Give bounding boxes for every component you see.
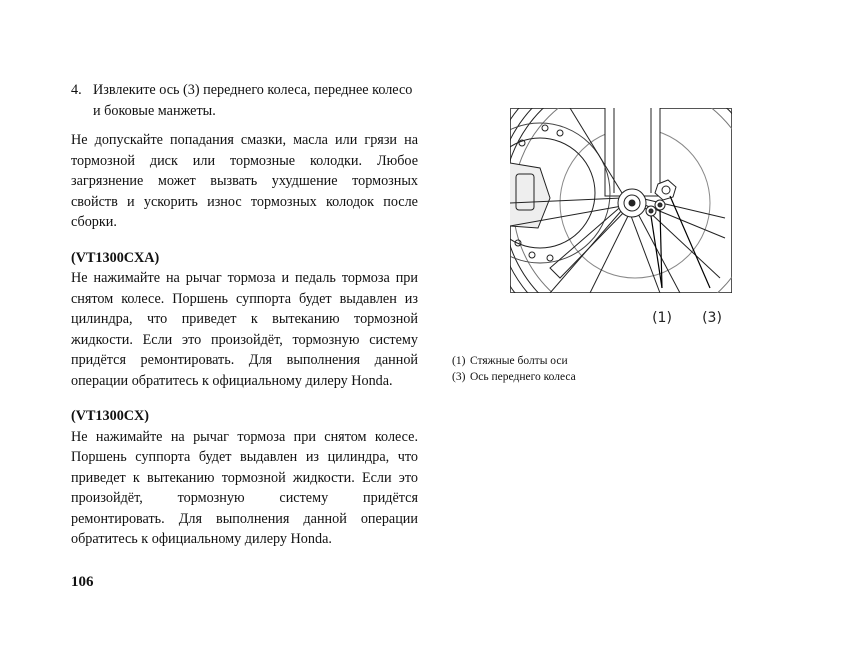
step-4 [71, 80, 418, 121]
caption-3: (3) Ось переднего колеса [452, 370, 576, 383]
page-number: 106 [71, 574, 94, 590]
step-number: 4. [71, 82, 82, 98]
callout-1: (1) [652, 310, 672, 326]
figure-captions [452, 354, 576, 385]
caution-paragraph: Не допускайте попадания смазки, масла или грязи на тормозной диск или тормозные колодки. Любое загрязнение может вызвать ухудшение тормозных свойств и ускорить износ тормозных колодок после сборки. [71, 132, 418, 230]
caption-1: (1) Стяжные болты оси [452, 355, 568, 367]
step-text: Извлеките ось (3) переднего колеса, переднее колесо и боковые манжеты. [93, 82, 413, 119]
section-heading-cxa: (VT1300CXA) [71, 249, 160, 266]
section-heading-cx: (VT1300CX) [71, 408, 150, 424]
wheel-axle-illustration [510, 108, 732, 330]
callout-3: (3) [702, 310, 722, 326]
section-text-cx: Не нажимайте на рычаг тормоза при снятом колесе. Поршень суппорта будет выдавлен из цилиндра, что приведет к вытеканию тормозной жидкости. Если это произойдёт, тормозную систему придётся ремонтировать. Для выполнения данной операции обратитесь к официальному дилеру Honda. [71, 428, 418, 547]
section-text-cxa: Не нажимайте на рычаг тормоза и педаль тормоза при снятом колесе. Поршень суппорта будет выдавлен из цилиндра, что приведет к вытеканию тормозной жидкости. Если это произойдёт, тормозную систему придётся ремонтировать. Для выполнения данной операции обратитесь к официальному дилеру Honda. [71, 270, 418, 389]
text-column [71, 80, 418, 550]
